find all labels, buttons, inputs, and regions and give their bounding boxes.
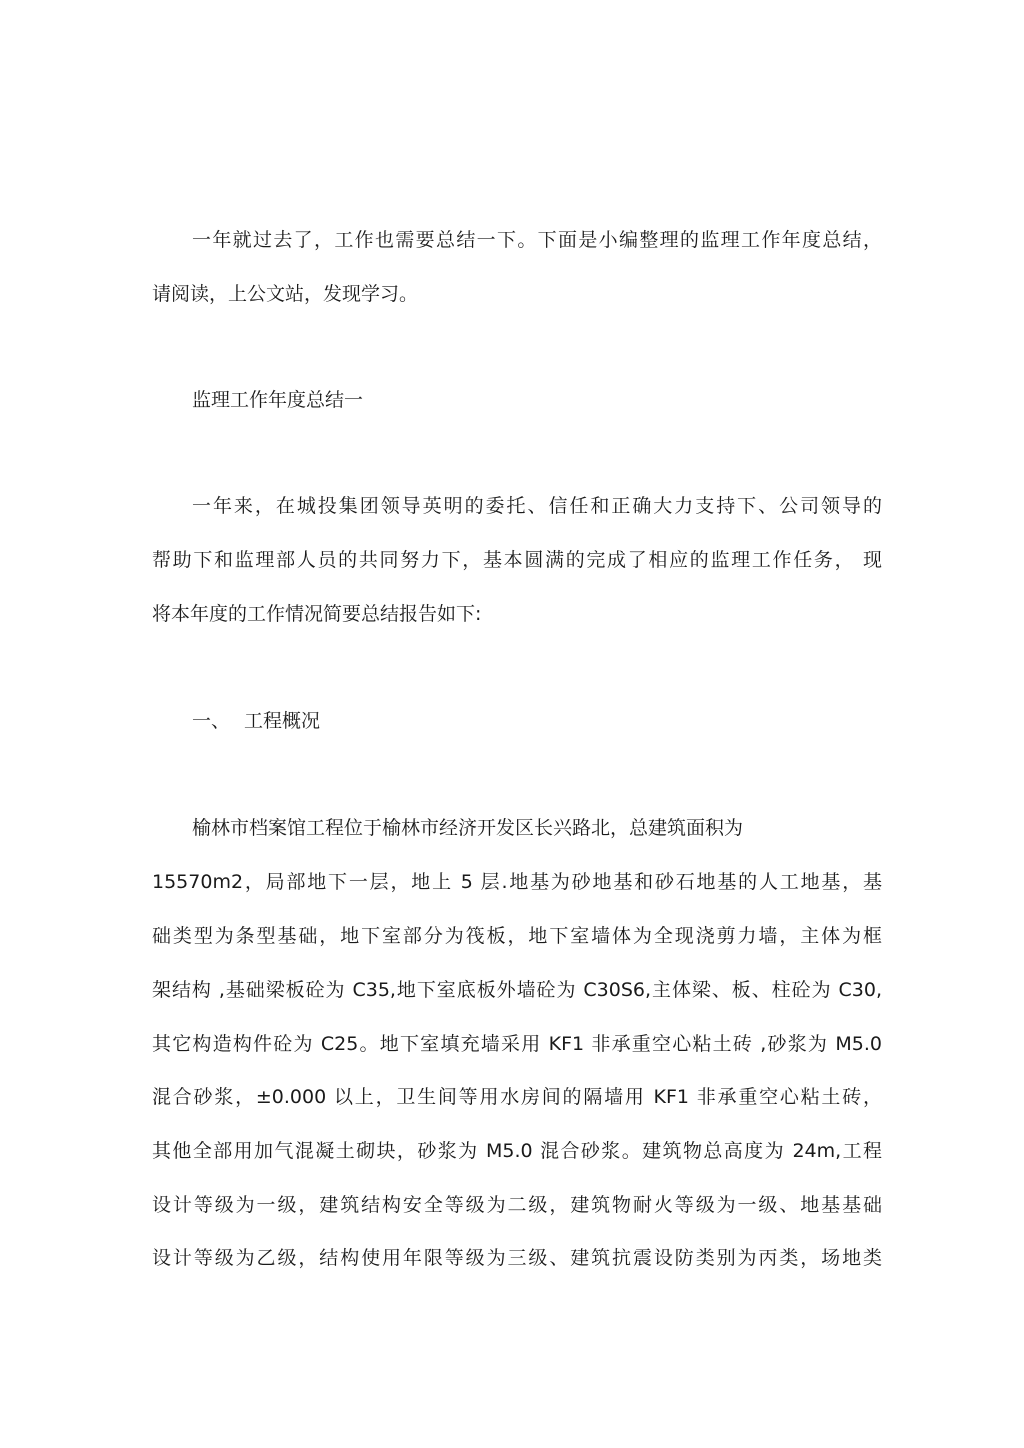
- section-number: 一、: [192, 710, 231, 732]
- para2-line-4: 架结构 ,基础梁板砼为 C35,地下室底板外墙砼为 C30S6,主体梁、板、柱砼为 C30,: [152, 979, 882, 1001]
- para2-line-6: 混合砂浆，±0.000 以上，卫生间等用水房间的隔墙用 KF1 非承重空心粘土砖，: [152, 1086, 882, 1108]
- para2-line-1: 榆林市档案馆工程位于榆林市经济开发区长兴路北，总建筑面积为: [192, 817, 744, 839]
- para2-line-9: 设计等级为乙级，结构使用年限等级为三级、建筑抗震设防类别为丙类，场地类: [152, 1247, 882, 1269]
- section-heading: [192, 707, 882, 735]
- para1-line-1: 一年来，在城投集团领导英明的委托、信任和正确大力支持下、公司领导的: [192, 495, 882, 517]
- intro-line-2: 请阅读，上公文站，发现学习。: [152, 283, 419, 305]
- intro-line-1: 一年就过去了，工作也需要总结一下。下面是小编整理的监理工作年度总结，: [192, 229, 882, 251]
- para1-line-2: 帮助下和监理部人员的共同努力下，基本圆满的完成了相应的监理工作任务， 现: [152, 549, 882, 571]
- para2-line-2: 15570m2，局部地下一层，地上 5 层.地基为砂地基和砂石地基的人工地基，基: [152, 871, 882, 893]
- para2-line-3: 础类型为条型基础，地下室部分为筏板，地下室墙体为全现浇剪力墙，主体为框: [152, 925, 882, 947]
- para1-line-3: 将本年度的工作情况简要总结报告如下:: [152, 603, 482, 625]
- section-title: 工程概况: [244, 710, 321, 732]
- document-title: 监理工作年度总结一: [192, 389, 364, 411]
- para2-line-5: 其它构造构件砼为 C25。地下室填充墙采用 KF1 非承重空心粘土砖 ,砂浆为 M5.0: [152, 1033, 882, 1055]
- para2-line-8: 设计等级为一级，建筑结构安全等级为二级，建筑物耐火等级为一级、地基基础: [152, 1194, 882, 1216]
- para2-line-7: 其他全部用加气混凝土砌块，砂浆为 M5.0 混合砂浆。建筑物总高度为 24m,工程: [152, 1140, 882, 1162]
